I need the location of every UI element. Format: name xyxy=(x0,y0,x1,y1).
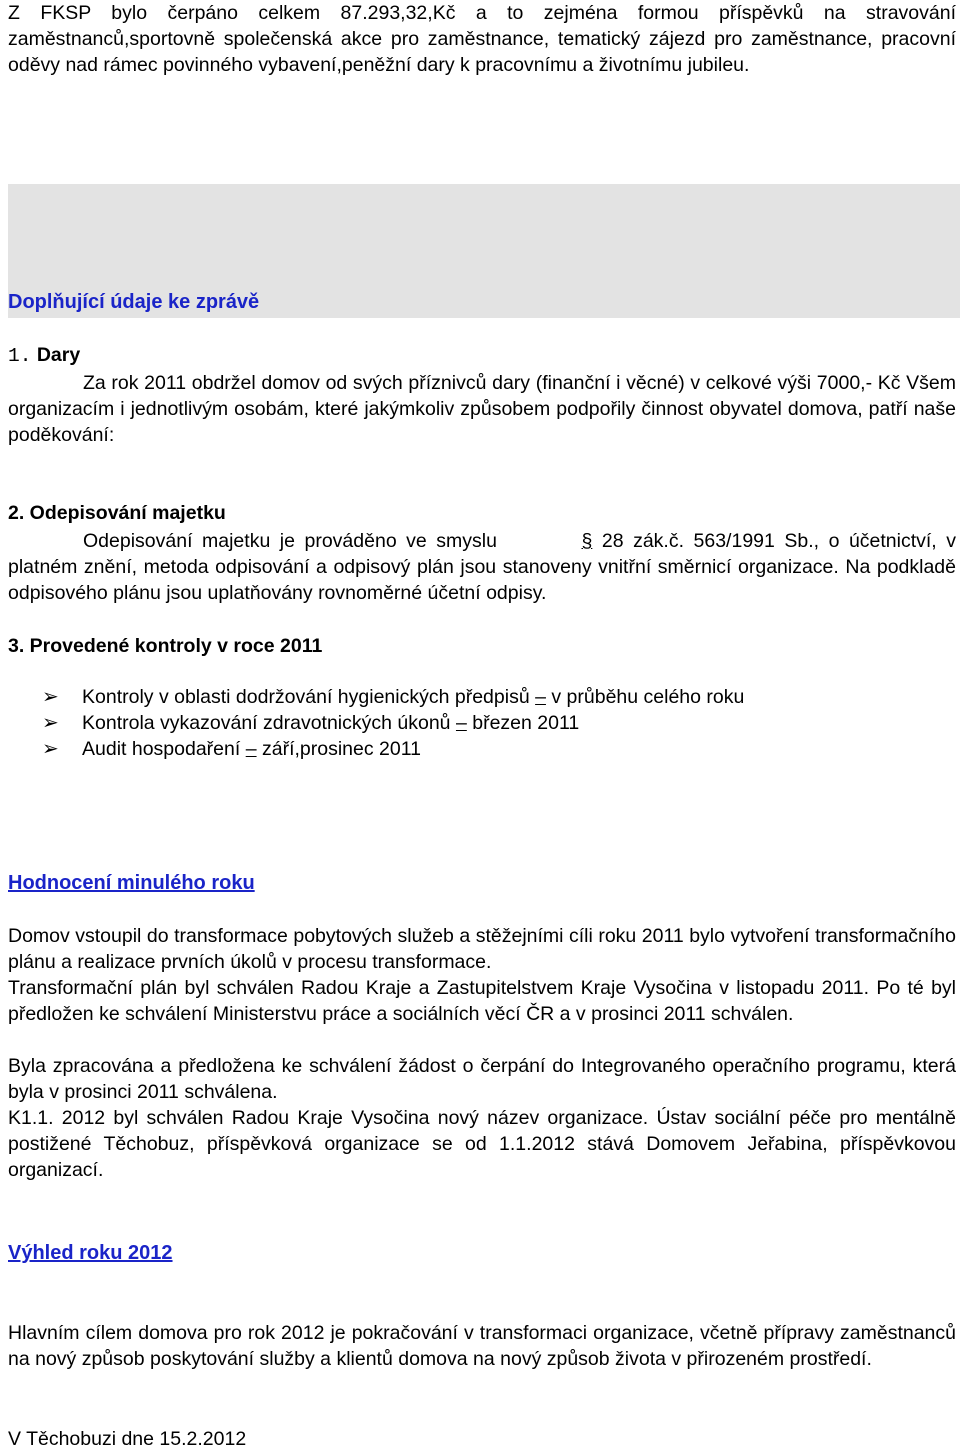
list-item-text-after: březen 2011 xyxy=(466,712,580,734)
review-paragraph-3: Byla zpracována a předložena ke schválení žádost o čerpání do Integrovaného operačního programu, která byla v prosinci 2011 schválena. xyxy=(8,1055,956,1103)
arrow-bullet-icon: ➢ xyxy=(42,738,59,760)
section-3-heading: 3. Provedené kontroly v roce 2011 xyxy=(8,635,323,657)
dateline: V Těchobuzi dne 15.2.2012 xyxy=(8,1428,247,1450)
section-1-heading xyxy=(8,342,80,369)
section-sign: § xyxy=(581,530,593,552)
section-1-number: 1. xyxy=(8,345,32,367)
list-item-text-after: září,prosinec 2011 xyxy=(256,738,421,760)
list-item-dash: – xyxy=(455,712,467,734)
section-2-text-after: 28 zák.č. 563/1991 Sb., o účetnictví, v platném znění, metoda odpisování a odpisový plán jsou stanoveny vnitřní směrnicí organizace. Na podkladě odpisového plánu jsou uplatňovány rovnoměrné účetní odpisy. xyxy=(8,530,956,604)
review-paragraph-2: Transformační plán byl schválen Radou Kraje a Zastupitelstvem Kraje Vysočina v listopadu 2011. Po té byl předložen ke schválení Ministerstvu práce a sociálních věcí ČR a v prosinci 2011 schválen. xyxy=(8,977,956,1025)
section-2-text-before: Odepisování majetku je prováděno ve smyslu xyxy=(83,530,507,552)
list-item xyxy=(42,710,744,736)
list-item xyxy=(42,736,744,762)
outlook-paragraph: Hlavním cílem domova pro rok 2012 je pokračování v transformaci organizace, včetně přípravy zaměstnanců na nový způsob poskytování služby a klientů domova na nový způsob života v přirozeném prostředí. xyxy=(8,1322,956,1370)
section-1-text: Za rok 2011 obdržel domov od svých příznivců dary (finanční i věcné) v celkové výši 7000,- Kč Všem organizacím i jednotlivým osobám, které jakýmkoliv způsobem podpořily činnost obyvatel domova, patří naše poděkování: xyxy=(8,372,956,446)
list-item-dash: – xyxy=(245,738,257,760)
outlook-heading: Výhled roku 2012 xyxy=(8,1242,173,1264)
intro-paragraph: Z FKSP bylo čerpáno celkem 87.293,32,Kč a to zejména formou příspěvků na stravování zaměstnanců,sportovně společenská akce pro zaměstnance, tematický zájezd pro zaměstnance, pracovní oděvy nad rámec povinného vybavení,peněžní dary k pracovnímu a životnímu jubileu. xyxy=(8,2,956,76)
review-paragraph-4: K1.1. 2012 byl schválen Radou Kraje Vysočina nový název organizace. Ústav sociální péče pro mentálně postižené Těchobuz, příspěvková organizace se od 1.1.2012 stává Domovem Jeřabina, příspěvkovou organizací. xyxy=(8,1107,956,1181)
review-heading: Hodnocení minulého roku xyxy=(8,872,255,894)
section-2-heading: 2. Odepisování majetku xyxy=(8,502,226,524)
list-item-text-after: v průběhu celého roku xyxy=(545,686,745,708)
list-item-text: Kontroly v oblasti dodržování hygienických předpisů xyxy=(82,686,536,708)
arrow-bullet-icon: ➢ xyxy=(42,686,59,708)
list-item-text: Kontrola vykazování zdravotnických úkonů xyxy=(82,712,456,734)
list-item xyxy=(42,684,744,710)
list-item-dash: – xyxy=(535,686,546,708)
section-1-title: Dary xyxy=(36,344,81,366)
controls-list xyxy=(42,684,744,762)
arrow-bullet-icon: ➢ xyxy=(42,712,59,734)
review-paragraph-1: Domov vstoupil do transformace pobytových služeb a stěžejními cíli roku 2011 bylo vytvoření transformačního plánu a realizace prvních úkolů v procesu transformace. xyxy=(8,925,956,973)
supplement-title: Doplňující údaje ke zprávě xyxy=(8,291,260,313)
section-2-text xyxy=(8,528,956,606)
list-item-text: Audit hospodaření xyxy=(82,738,246,760)
